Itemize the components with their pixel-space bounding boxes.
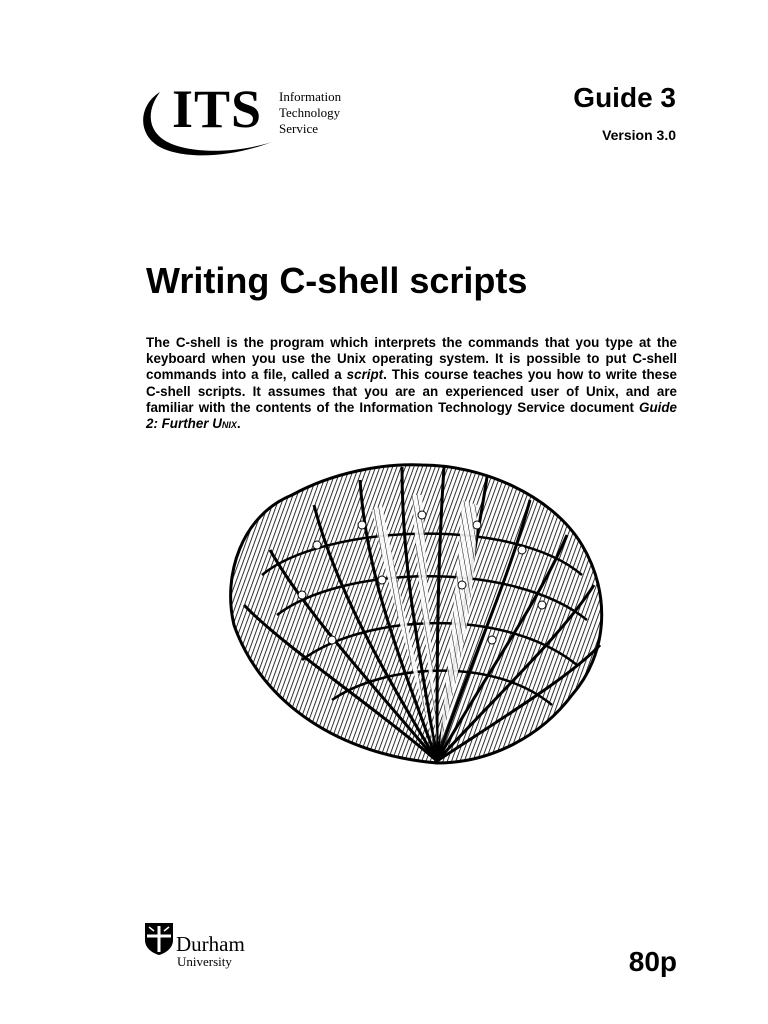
its-logo [138,79,368,162]
scallop-shell-illustration [222,455,612,767]
university-sub: University [177,954,232,969]
its-logo-line-1: Information [279,89,342,104]
intro-text-1: The C-shell is the program which interprets the commands that you type at the keyboard when you use the Unix operating system. It is possible to put C-shell commands into a file, called a [146,335,677,383]
intro-paragraph [146,335,677,432]
its-logo-text [279,89,341,137]
its-logo-line-3: Service [279,121,318,136]
durham-university-logo [144,922,284,972]
intro-guide-ref-text: Guide 2: Further [146,399,677,432]
version-label: Version 3.0 [602,127,676,143]
intro-end: . [236,416,241,432]
guide-number: Guide 3 [573,82,676,113]
page-title: Writing C-shell scripts [146,260,528,301]
university-name: Durham [176,932,245,956]
price-label: 80p [628,946,677,977]
its-logo-letters: ITS [172,79,263,139]
durham-crest-icon [144,922,174,956]
intro-script-term: script [346,367,384,383]
intro-guide-ref-caps: Unix [212,416,237,432]
its-logo-line-2: Technology [279,105,341,120]
intro-text-2: . This course teaches you how to write these C-shell scripts. It assumes that you are an experienced user of Unix, and are familiar with the contents of the Information Technology Service document [146,367,677,415]
